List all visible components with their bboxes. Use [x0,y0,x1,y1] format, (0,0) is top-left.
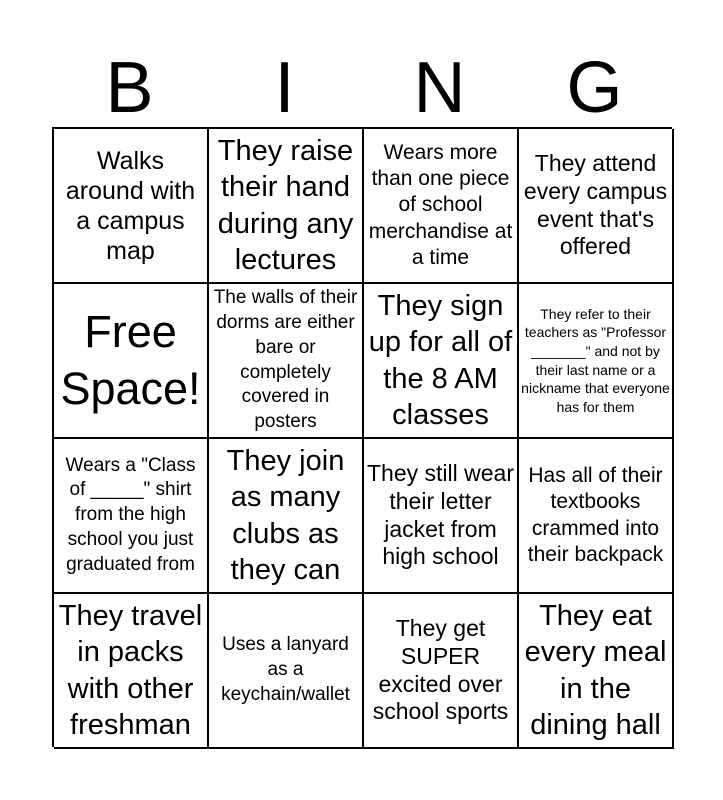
cell-text: Wears more than one piece of school merchandise at a time [368,140,513,269]
bingo-cell[interactable] [519,129,674,284]
cell-text: They travel in packs with other freshman [58,600,203,741]
cell-text: The walls of their dorms are either bare or completely covered in posters [213,287,358,432]
bingo-header [52,48,672,128]
cell-text: They attend every campus event that's offered [523,150,668,260]
cell-text: Walks around with a campus map [65,146,196,265]
bingo-cell[interactable] [209,439,364,594]
cell-text: They get SUPER excited over school sports [372,615,509,725]
header-letter-i: I [274,48,295,128]
bingo-cell[interactable] [209,284,364,439]
header-letter-b: B [105,48,154,128]
bingo-cell[interactable] [54,129,209,284]
cell-text: Uses a lanyard as a keychain/wallet [221,634,350,705]
cell-text: They raise their hand during any lectures [217,135,354,276]
cell-text: They refer to their teachers as "Professor _______" and not by their last name or a nickname that everyone has for them [521,305,670,415]
bingo-cell[interactable] [364,284,519,439]
bingo-cell[interactable] [519,284,674,439]
cell-text: Has all of their textbooks crammed into their backpack [527,464,664,566]
header-letter-g: G [566,48,623,128]
bingo-cell[interactable] [364,129,519,284]
cell-text: They sign up for all of the 8 AM classes [368,290,513,431]
bingo-cell[interactable] [364,439,519,594]
cell-text: Free Space! [60,306,201,414]
bingo-cell[interactable] [364,594,519,749]
cell-text: Wears a "Class of _____" shirt from the high school you just graduated from [65,454,196,575]
header-letter-n: N [413,48,466,128]
cell-text: They join as many clubs as they can [226,445,345,586]
bingo-cell[interactable] [519,439,674,594]
cell-text: They still wear their letter jacket from high school [367,460,514,570]
bingo-cell[interactable] [209,594,364,749]
bingo-cell[interactable] [209,129,364,284]
bingo-cell[interactable] [54,439,209,594]
free-space-cell[interactable] [54,284,209,439]
bingo-cell[interactable] [54,594,209,749]
cell-text: They eat every meal in the dining hall [524,600,667,741]
bingo-cell[interactable] [519,594,674,749]
bingo-grid [52,127,672,747]
